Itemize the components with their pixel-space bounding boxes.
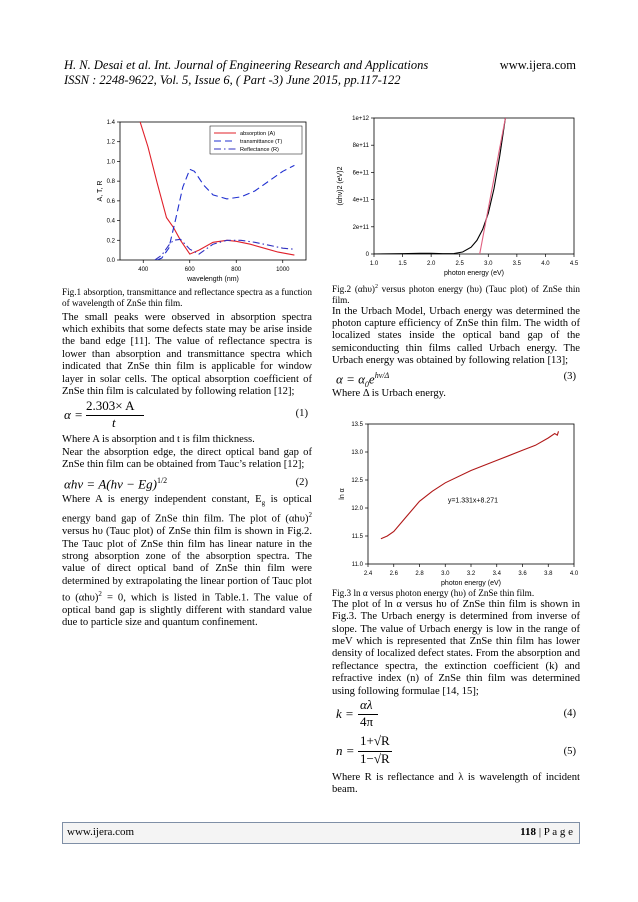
- running-header: [64, 58, 576, 88]
- x-axis-label: wavelength (nm): [187, 276, 239, 283]
- x-tick-label: 1.5: [398, 261, 407, 267]
- x-tick-label: 3.8: [544, 571, 553, 577]
- equation-3: $\alpha = \alpha_0e^{h\nu/\Delta}$ (3): [336, 370, 576, 389]
- fig3-caption: Fig.3 ln α versus photon energy (hυ) of ZnSe thin film.: [332, 588, 535, 598]
- eq5-denominator: 1−√R: [360, 751, 390, 767]
- x-tick-label: 1000: [276, 267, 290, 273]
- equation-5: [332, 734, 580, 772]
- eq4-numerator: αλ: [360, 697, 373, 713]
- legend-entry: transmittance (T): [240, 139, 283, 145]
- y-tick-label: 0.2: [106, 238, 115, 245]
- x-tick-label: 3.6: [518, 571, 527, 577]
- series-line-tauc: [374, 118, 505, 254]
- x-tick-label: 2.8: [415, 571, 424, 577]
- x-tick-label: 2.4: [363, 571, 373, 577]
- eq4-denominator: 4π: [360, 714, 374, 730]
- series-line-fit: [480, 118, 506, 254]
- x-tick-label: 3.4: [492, 571, 501, 577]
- eq2-exponent: 1/2: [156, 475, 168, 485]
- series-line-ln-alpha: [381, 431, 559, 539]
- x-tick-label: 2.6: [389, 571, 398, 577]
- fig1-caption: Fig.1 absorption, transmittance and reflectance spectra as a function of wavelength of ZnSe thin film.: [62, 287, 313, 308]
- y-tick-label: 0.0: [106, 258, 115, 264]
- legend-entry: Reflectance (R): [240, 147, 279, 153]
- y-tick-label: 2e+11: [352, 224, 369, 231]
- eq1-lhs: α =: [64, 407, 83, 423]
- fit-annotation: y=1.331x+8.271: [447, 497, 499, 505]
- header-issn: ISSN : 2248-9622, Vol. 5, Issue 6, ( Part -3) June 2015, pp.117-122: [64, 73, 401, 87]
- right-column-top: [332, 282, 580, 400]
- x-tick-label: 600: [184, 267, 195, 273]
- fig2-caption: Fig.2 $(\alpha h\upsilon)^2$ versus photon energy (hυ) (Tauc plot) of ZnSe thin film.: [332, 284, 580, 305]
- equation-4: [332, 698, 580, 734]
- y-tick-label: 0.4: [106, 218, 115, 225]
- y-axis-label: ln α: [339, 488, 346, 500]
- x-tick-label: 3.5: [512, 261, 522, 267]
- x-tick-label: 400: [138, 267, 149, 273]
- y-tick-label: 13.5: [351, 422, 363, 428]
- equation-1: [62, 398, 312, 434]
- plot-frame: [368, 424, 574, 564]
- eq4-label: (4): [563, 708, 576, 720]
- x-tick-label: 3.2: [466, 571, 476, 577]
- x-axis-label: photon energy (eV): [441, 580, 501, 587]
- page-footer: [62, 822, 580, 844]
- eq4-lhs: k =: [336, 706, 354, 722]
- x-tick-label: 4.0: [569, 571, 579, 577]
- left-paragraph-1: The small peaks were observed in absorption spectra which exhibits that some defects state may be arise inside the band edge [11]. The value of reflectance spectra is lower than absorption and transmittance spectra which indicated that ZnSe thin film is applicable for window layer in solar cells. The optical absorption coefficient of ZnSe thin film is calculated by following relation [12];: [62, 311, 312, 398]
- plot-frame: [374, 118, 574, 254]
- fig2-chart: [332, 112, 578, 287]
- y-tick-label: 0: [365, 252, 369, 258]
- x-tick-label: 2.5: [455, 261, 464, 267]
- x-tick-label: 3.0: [441, 571, 450, 577]
- x-tick-label: 4.5: [569, 261, 578, 267]
- right-column-bottom: [332, 588, 580, 797]
- eq5-label: (5): [563, 746, 576, 758]
- eq1-label: (1): [295, 408, 308, 420]
- eq5-numerator: 1+√R: [360, 733, 390, 749]
- y-tick-label: 12.0: [351, 506, 363, 512]
- eq1-numerator: 2.303× A: [86, 398, 135, 414]
- right-paragraph-3: The plot of ln α versus hυ of ZnSe thin film is shown in Fig.3. The Urbach energy is determined from inverse of slope. The value of Urbach energy is low in the range of meV which is represented that ZnSe thin film has lower density of localized defect states. From the absorption and reflectance spectra, the extinction coefficient (k) and refractive index (n) of ZnSe thin film was determined using following formulae [14, 15];: [332, 598, 580, 697]
- footer-page: 118 | P a g e: [520, 826, 573, 838]
- left-column: [62, 287, 312, 630]
- x-axis-label: photon energy (eV): [444, 270, 504, 277]
- x-tick-label: 1.0: [369, 261, 379, 267]
- header-site[interactable]: www.ijera.com: [499, 58, 576, 72]
- footer-site[interactable]: www.ijera.com: [67, 826, 135, 838]
- series-line-reflectance-r-: [155, 239, 295, 260]
- left-paragraph-2: Where A is absorption and t is film thickness.: [62, 434, 255, 446]
- right-paragraph-4: Where R is reflectance and λ is wavelength of incident beam.: [332, 772, 580, 796]
- fig1-chart: [94, 114, 316, 289]
- y-axis-label: A, T, R: [97, 180, 104, 202]
- y-tick-label: 4e+11: [352, 197, 369, 204]
- y-tick-label: 11.0: [351, 562, 363, 568]
- y-tick-label: 1e+12: [352, 116, 369, 122]
- x-tick-label: 3.0: [484, 261, 493, 267]
- right-paragraph-2: Where Δ is Urbach energy.: [332, 387, 446, 399]
- y-tick-label: 1.2: [106, 139, 115, 146]
- y-tick-label: 1.4: [106, 120, 115, 126]
- y-axis-label: (αhν)2 (eV)2: [337, 166, 344, 206]
- header-citation: H. N. Desai et al. Int. Journal of Engineering Research and Applications: [64, 58, 429, 72]
- y-tick-label: 0.6: [106, 198, 115, 205]
- x-tick-label: 4.0: [541, 261, 550, 267]
- left-paragraph-3: Near the absorption edge, the direct optical band gap of ZnSe thin film can be obtained from Tauc’s relation [12];: [62, 446, 312, 471]
- y-tick-label: 13.0: [351, 450, 363, 456]
- y-tick-label: 6e+11: [352, 170, 369, 177]
- eq3-label: (3): [563, 370, 576, 382]
- legend-entry: absorption (A): [240, 131, 276, 137]
- fig3-chart: [334, 418, 580, 593]
- right-paragraph-1: In the Urbach Model, Urbach energy was determined the photon capture efficiency of ZnSe thin film. The width of localized states inside the optical band gap of the semiconducting thin films called Urbach energy. The Urbach energy was obtained by following relation [13];: [332, 305, 580, 367]
- eq1-denominator: t: [112, 415, 116, 431]
- eq2-label: (2): [295, 476, 308, 488]
- y-tick-label: 0.8: [106, 179, 115, 186]
- equation-2: [62, 472, 312, 494]
- eq2-body: αhν = A(hν − Eg): [64, 475, 157, 491]
- y-tick-label: 1.0: [106, 159, 115, 166]
- y-tick-label: 8e+11: [352, 143, 369, 150]
- left-paragraph-4: Where A is energy independent constant, $E_g$ is optical energy band gap of ZnSe thin film. The plot of $(\alpha h\upsilon)^2$ versus hυ (Tauc plot) of ZnSe thin film is shown in Fig.2. The Tauc plot of ZnSe thin film has linear nature in the strong absorption zone of the absorption spectra. The value of direct optical band of ZnSe thin film were determined by extrapolating the linear portion of Tauc plot to $(\alpha h\upsilon)^2 = 0$, which is listed in Table.1. The value of optical band gap is slightly different with standard value due to particle size and quantum confinement.: [62, 493, 313, 629]
- y-tick-label: 11.5: [351, 534, 363, 540]
- x-tick-label: 2.0: [426, 261, 436, 267]
- eq5-lhs: n =: [336, 743, 355, 759]
- y-tick-label: 12.5: [351, 478, 363, 484]
- x-tick-label: 800: [231, 267, 242, 273]
